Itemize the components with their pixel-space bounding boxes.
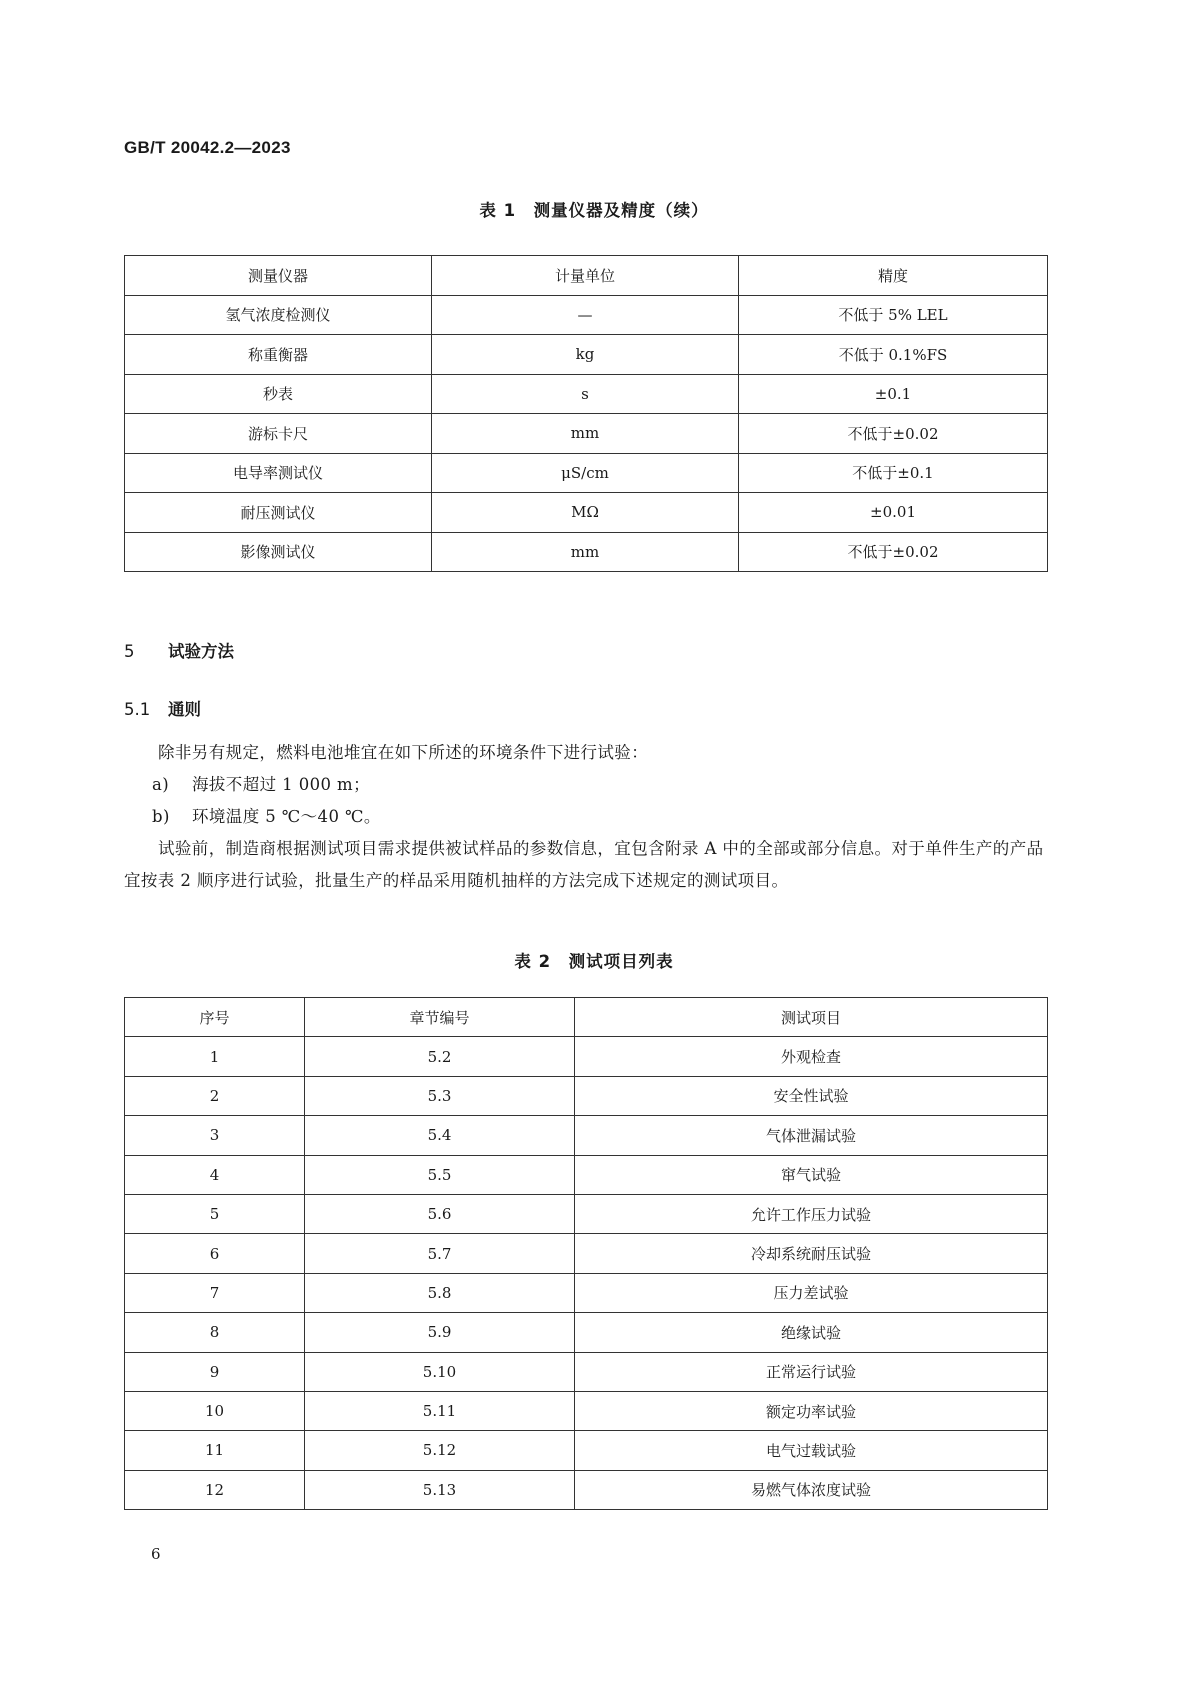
section-title: 通则	[168, 700, 201, 719]
table1-header-row	[125, 256, 1048, 296]
table-row	[125, 1194, 1048, 1233]
seq-cell: 11	[125, 1431, 305, 1470]
table2-header-cell: 测试项目	[575, 998, 1048, 1037]
section-number: 5	[124, 642, 135, 661]
table-row	[125, 1076, 1048, 1115]
seq-cell: 4	[125, 1155, 305, 1194]
table1-header-cell: 计量单位	[432, 256, 739, 296]
unit-cell: μS/cm	[432, 453, 739, 493]
table-row	[125, 295, 1048, 335]
unit-cell: MΩ	[432, 493, 739, 533]
instrument-cell: 耐压测试仪	[125, 493, 432, 533]
standard-number: GB/T 20042.2—2023	[124, 138, 291, 157]
clause-cell: 5.2	[305, 1037, 575, 1076]
paragraph-intro: 除非另有规定，燃料电池堆宜在如下所述的环境条件下进行试验：	[158, 743, 649, 762]
table-row	[125, 1313, 1048, 1352]
seq-cell: 1	[125, 1037, 305, 1076]
test-item-cell: 易燃气体浓度试验	[575, 1470, 1048, 1509]
unit-cell: mm	[432, 414, 739, 454]
clause-cell: 5.7	[305, 1234, 575, 1273]
table2-header-cell: 序号	[125, 998, 305, 1037]
table-row	[125, 414, 1048, 454]
test-item-cell: 窜气试验	[575, 1155, 1048, 1194]
general-clause-body	[124, 737, 1046, 897]
paragraph-procedure: 试验前，制造商根据测试项目需求提供被试样品的参数信息，宜包含附录 A 中的全部或部分信息。对于单件生产的产品宜按表 2 顺序进行试验，批量生产的样品采用随机抽样的方法完成下述规定的测试项目。	[124, 839, 1044, 890]
table1-header-cell: 精度	[739, 256, 1048, 296]
table2-header-cell: 章节编号	[305, 998, 575, 1037]
clause-cell: 5.13	[305, 1470, 575, 1509]
table-row	[125, 1155, 1048, 1194]
seq-cell: 8	[125, 1313, 305, 1352]
section-5-1-heading	[124, 696, 201, 720]
table-row	[125, 1116, 1048, 1155]
test-item-cell: 正常运行试验	[575, 1352, 1048, 1391]
accuracy-cell: 不低于 5% LEL	[739, 295, 1048, 335]
table-row	[125, 374, 1048, 414]
table-row	[125, 1037, 1048, 1076]
instrument-cell: 称重衡器	[125, 335, 432, 375]
test-item-cell: 电气过载试验	[575, 1431, 1048, 1470]
table2-caption: 表 2 测试项目列表	[514, 952, 674, 971]
seq-cell: 2	[125, 1076, 305, 1115]
table-row	[125, 1234, 1048, 1273]
list-item-text: 环境温度 5 ℃～40 ℃。	[192, 807, 381, 826]
unit-cell: s	[432, 374, 739, 414]
clause-cell: 5.11	[305, 1391, 575, 1430]
instrument-cell: 影像测试仪	[125, 532, 432, 572]
test-item-cell: 额定功率试验	[575, 1391, 1048, 1430]
test-item-cell: 冷却系统耐压试验	[575, 1234, 1048, 1273]
table1-header-cell: 测量仪器	[125, 256, 432, 296]
clause-cell: 5.8	[305, 1273, 575, 1312]
seq-cell: 9	[125, 1352, 305, 1391]
clause-cell: 5.5	[305, 1155, 575, 1194]
instrument-cell: 秒表	[125, 374, 432, 414]
table-row	[125, 493, 1048, 533]
table-row	[125, 532, 1048, 572]
table-row	[125, 1431, 1048, 1470]
accuracy-cell: ±0.01	[739, 493, 1048, 533]
accuracy-cell: ±0.1	[739, 374, 1048, 414]
list-item	[124, 801, 1046, 833]
list-item-label: b)	[152, 807, 170, 826]
page-number: 6	[151, 1545, 161, 1563]
section-number: 5.1	[124, 700, 151, 719]
seq-cell: 12	[125, 1470, 305, 1509]
table2-header-row	[125, 998, 1048, 1037]
table1-caption: 表 1 测量仪器及精度（续）	[479, 201, 709, 220]
test-item-cell: 压力差试验	[575, 1273, 1048, 1312]
unit-cell: mm	[432, 532, 739, 572]
test-item-cell: 气体泄漏试验	[575, 1116, 1048, 1155]
table-row	[125, 453, 1048, 493]
seq-cell: 6	[125, 1234, 305, 1273]
test-item-cell: 绝缘试验	[575, 1313, 1048, 1352]
table-row	[125, 1470, 1048, 1509]
clause-cell: 5.12	[305, 1431, 575, 1470]
table-row	[125, 1352, 1048, 1391]
section-title: 试验方法	[168, 642, 234, 661]
clause-cell: 5.4	[305, 1116, 575, 1155]
test-item-cell: 外观检查	[575, 1037, 1048, 1076]
table-row	[125, 1273, 1048, 1312]
test-item-cell: 允许工作压力试验	[575, 1194, 1048, 1233]
list-item	[124, 769, 1046, 801]
accuracy-cell: 不低于±0.02	[739, 414, 1048, 454]
list-item-label: a)	[152, 775, 170, 794]
clause-cell: 5.9	[305, 1313, 575, 1352]
accuracy-cell: 不低于±0.02	[739, 532, 1048, 572]
list-item-text: 海拔不超过 1 000 m；	[192, 775, 370, 794]
seq-cell: 5	[125, 1194, 305, 1233]
clause-cell: 5.10	[305, 1352, 575, 1391]
seq-cell: 7	[125, 1273, 305, 1312]
table-row	[125, 335, 1048, 375]
clause-cell: 5.6	[305, 1194, 575, 1233]
instrument-cell: 氢气浓度检测仪	[125, 295, 432, 335]
unit-cell: kg	[432, 335, 739, 375]
accuracy-cell: 不低于 0.1%FS	[739, 335, 1048, 375]
unit-cell: —	[432, 295, 739, 335]
table1-measuring-instruments	[124, 255, 1048, 572]
section-5-heading	[124, 638, 234, 662]
clause-cell: 5.3	[305, 1076, 575, 1115]
test-item-cell: 安全性试验	[575, 1076, 1048, 1115]
seq-cell: 10	[125, 1391, 305, 1430]
instrument-cell: 游标卡尺	[125, 414, 432, 454]
seq-cell: 3	[125, 1116, 305, 1155]
instrument-cell: 电导率测试仪	[125, 453, 432, 493]
table2-test-items	[124, 997, 1048, 1510]
accuracy-cell: 不低于±0.1	[739, 453, 1048, 493]
table-row	[125, 1391, 1048, 1430]
